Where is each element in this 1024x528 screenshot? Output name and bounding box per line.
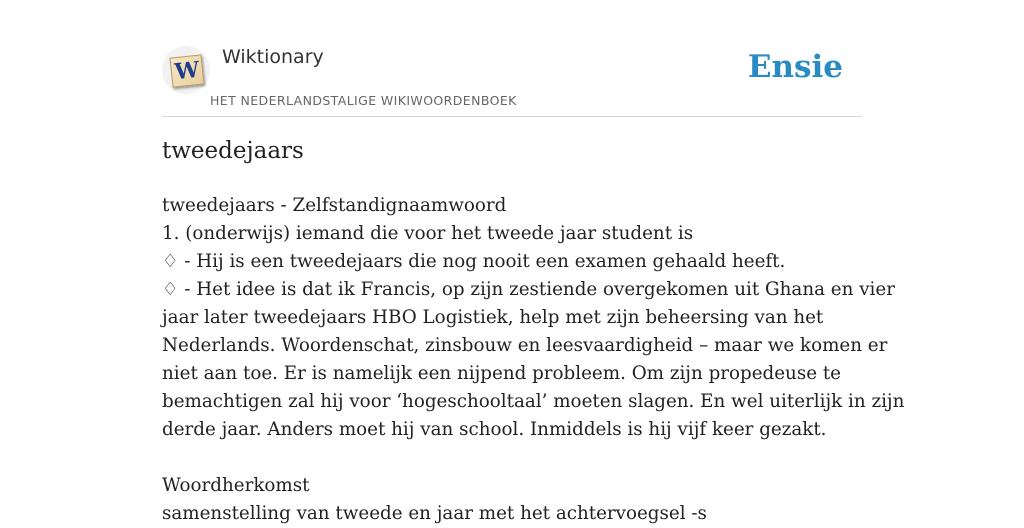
site-name-link[interactable]: Wiktionary [222, 46, 324, 68]
example-line: jaar later tweedejaars HBO Logistiek, help met zijn beheersing van het [162, 307, 824, 328]
etymology-text: samenstelling van tweede en jaar met het achtervoegsel -s [162, 503, 707, 524]
entry-headword-line: tweedejaars - Zelfstandignaamwoord [162, 195, 507, 216]
etymology-heading: Woordherkomst [162, 475, 310, 496]
spacer [162, 444, 862, 472]
example-line: ♢ - Het idee is dat ik Francis, op zijn zestiende overgekomen uit Ghana en vier [162, 279, 895, 300]
logo-letter: W [173, 56, 201, 86]
example-line: niet aan toe. Er is namelijk een nijpend probleem. Om zijn propedeuse te [162, 363, 842, 384]
logo-tile [170, 54, 205, 87]
wiktionary-logo-icon[interactable] [162, 46, 210, 94]
example-line: derde jaar. Anders moet hij van school. Inmiddels is hij vijf keer gezakt. [162, 419, 827, 440]
site-header [162, 44, 862, 117]
entry-content [162, 192, 905, 528]
ensie-brand-link[interactable]: Ensie [747, 49, 843, 85]
site-subtitle: HET NEDERLANDSTALIGE WIKIWOORDENBOEK [210, 93, 517, 108]
example-line: Nederlands. Woordenschat, zinsbouw en leesvaardigheid – maar we komen er [162, 335, 888, 356]
page-title: tweedejaars [162, 138, 304, 164]
definition-line: 1. (onderwijs) iemand die voor het tweede jaar student is [162, 223, 694, 244]
example-line: bemachtigen zal hij voor ‘hogeschooltaal’ moeten slagen. En wel uiterlijk in zijn [162, 391, 905, 412]
example-line: ♢ - Hij is een tweedejaars die nog nooit een examen gehaald heeft. [162, 251, 786, 272]
